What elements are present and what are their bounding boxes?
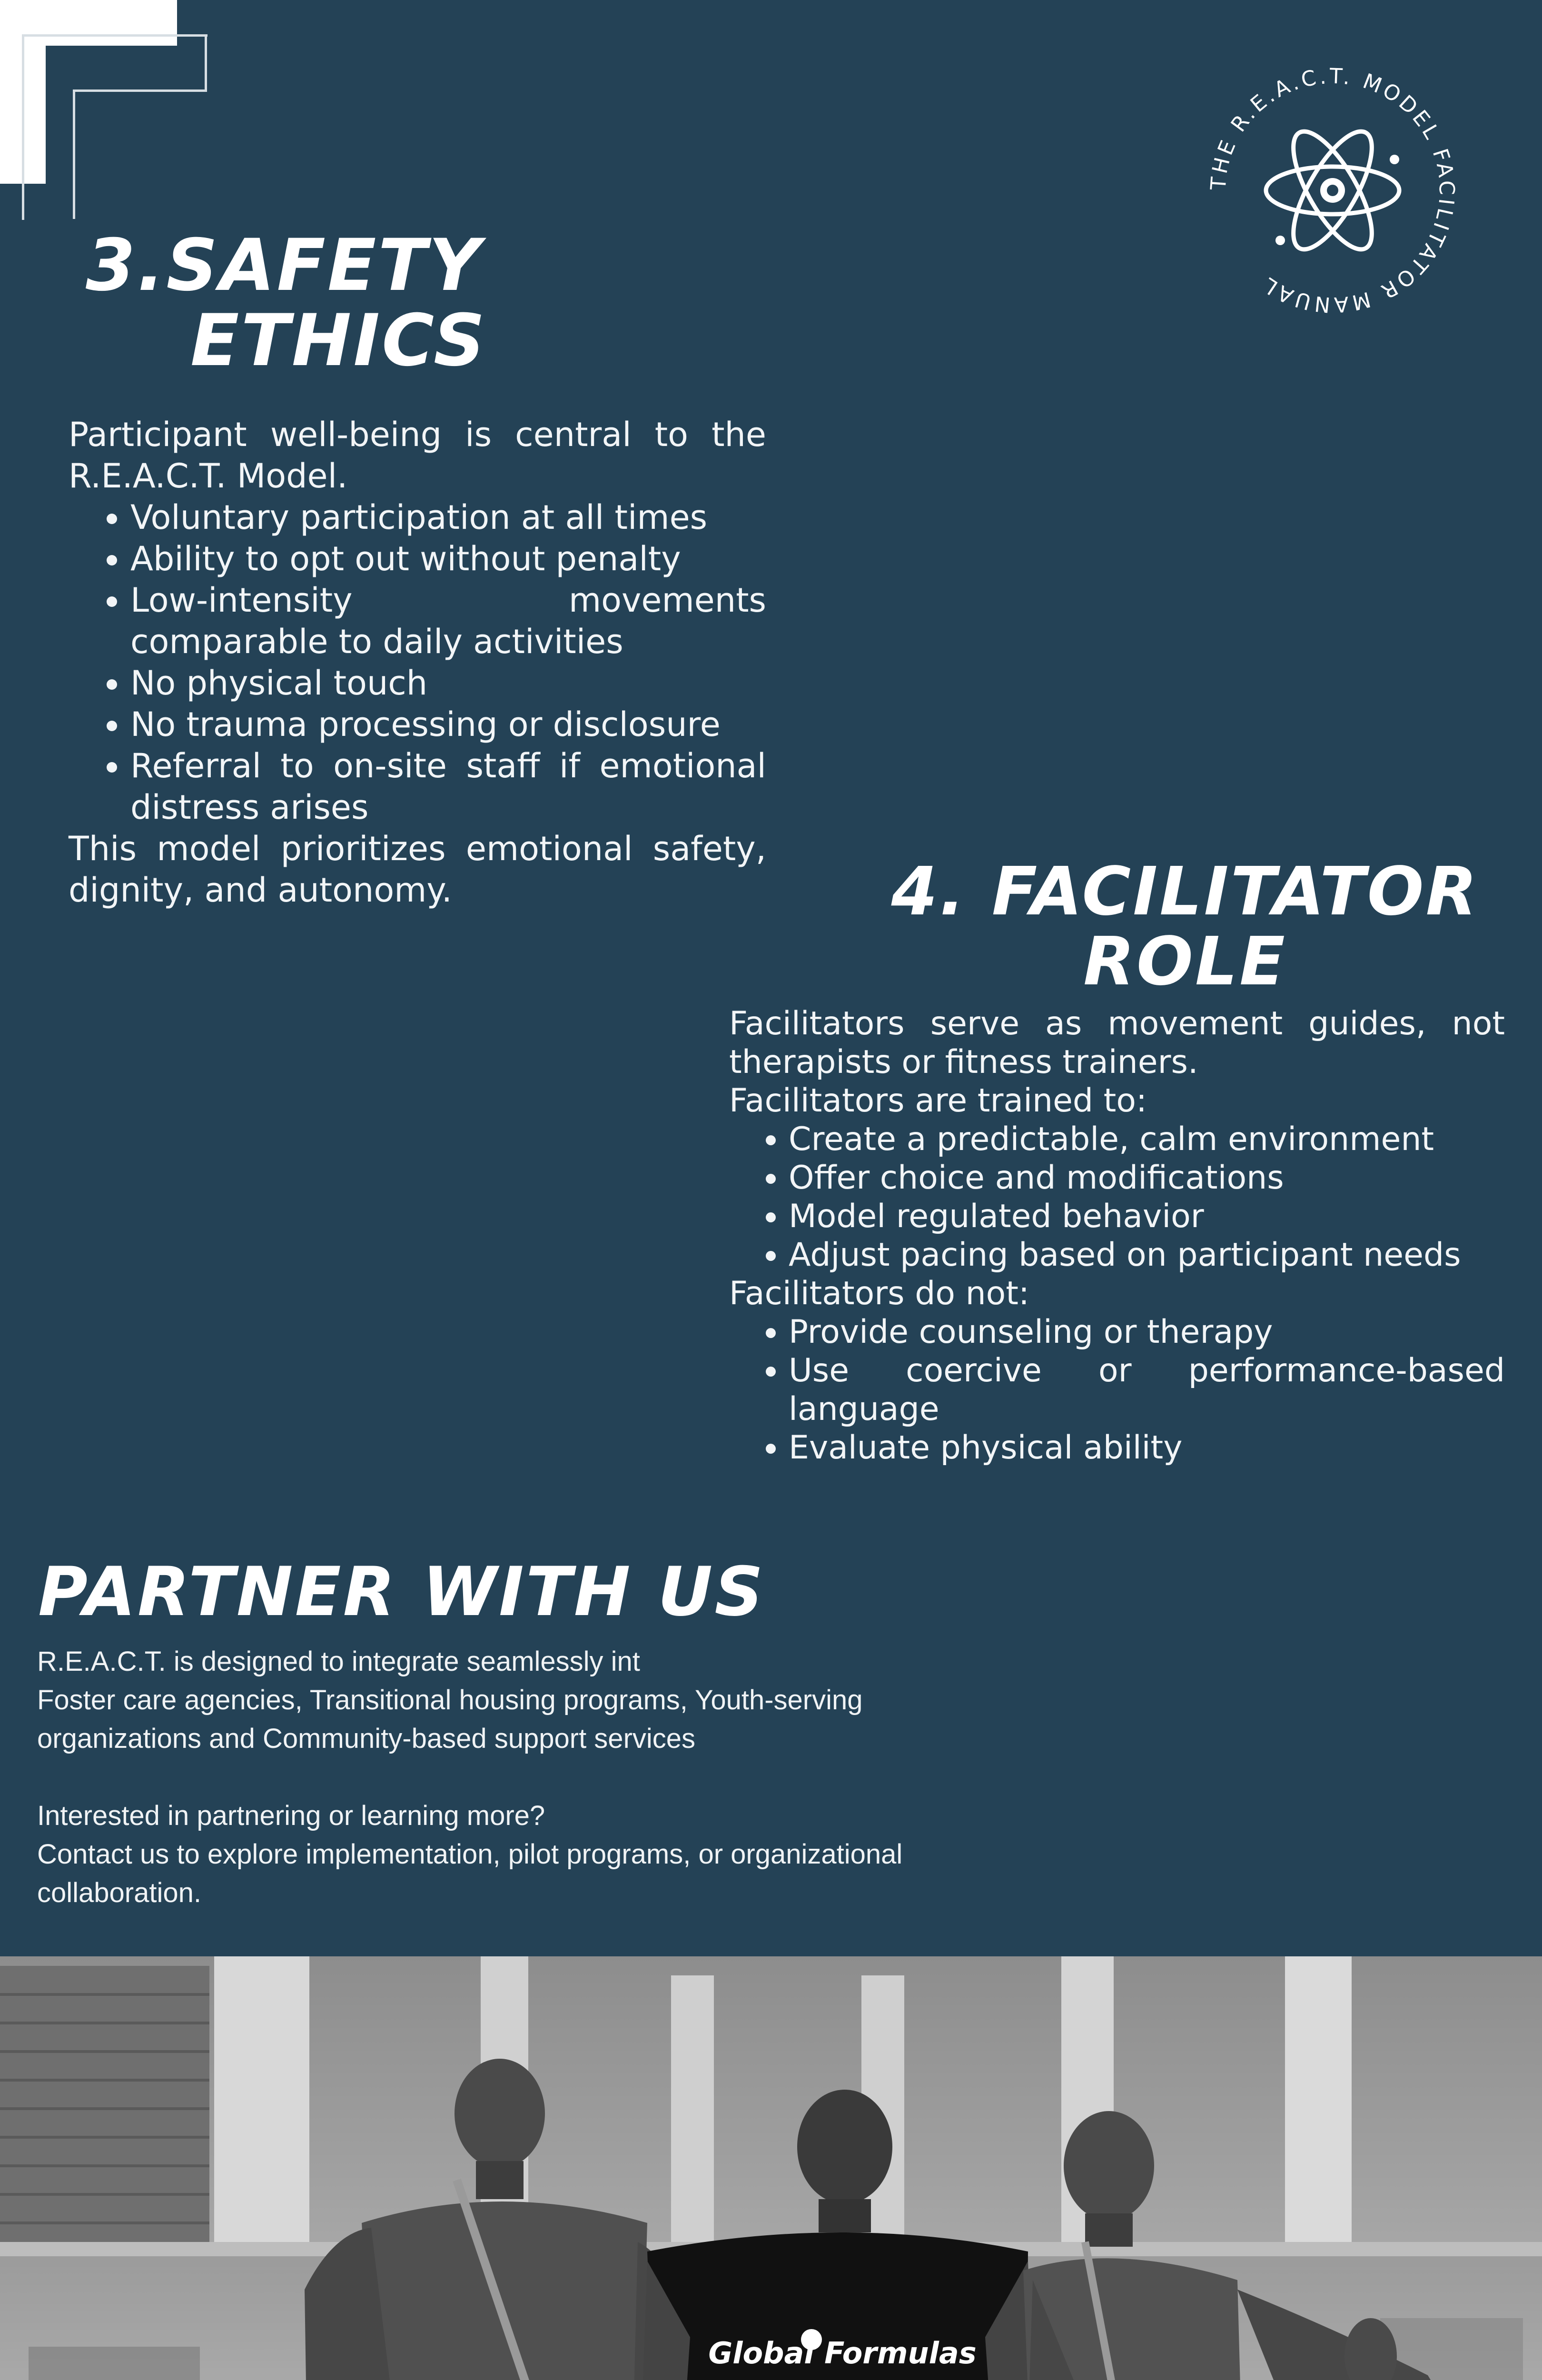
list-item: • Use coercive or performance-based language (789, 1351, 1505, 1428)
section-3-heading-line2: ETHICS (190, 299, 487, 382)
corner-accent-outline (22, 34, 208, 220)
list-item: • Adjust pacing based on participant needs (789, 1236, 1505, 1274)
section-3-heading-line1: 3.SAFETY (86, 224, 483, 307)
section-4-trained-list (729, 1120, 1505, 1274)
section-3-body (69, 414, 766, 911)
group-photo (0, 1956, 1542, 2380)
atom-seal-icon (1199, 57, 1466, 324)
list-item: • Provide counseling or therapy (789, 1313, 1505, 1351)
photo-illustration (0, 1956, 1542, 2380)
partner-heading: PARTNER WITH US (38, 1553, 765, 1631)
list-item: • Referral to on-site staff if emotional distress arises (130, 745, 766, 828)
list-item: • Voluntary participation at all times (130, 497, 766, 538)
list-item: • No physical touch (130, 663, 766, 704)
section-3-bullet-list (69, 497, 766, 828)
partner-body (37, 1642, 941, 1912)
list-item: • No trauma processing or disclosure (130, 704, 766, 745)
section-4-heading-line1: 4. FACILITATOR (891, 853, 1479, 931)
react-model-seal-logo (1199, 57, 1466, 324)
corner-accent-line (205, 34, 207, 91)
section-4-donot-list (729, 1313, 1505, 1467)
list-item: • Create a predictable, calm environment (789, 1120, 1505, 1159)
seal-ring-text: THE R.E.A.C.T. MODEL FACILITATOR MANUAL (1206, 64, 1459, 317)
list-item: • Model regulated behavior (789, 1197, 1505, 1236)
section-4-intro: Facilitators serve as movement guides, not therapists or fitness trainers. (729, 1005, 1505, 1081)
section-4-heading (857, 853, 1513, 1001)
shirt-logo-text: Global Formulas (708, 2336, 977, 2370)
section-3-intro: Participant well-being is central to the R.E.A.C.T. Model. (69, 415, 766, 496)
section-4-body (729, 1004, 1505, 1467)
partner-line: Interested in partnering or learning more? (37, 1800, 545, 1831)
list-item: • Low-intensity movements comparable to daily activities (130, 580, 766, 663)
section-3-closing: This model prioritizes emotional safety, dignity, and autonomy. (69, 829, 766, 910)
section-4-donot-label: Facilitators do not: (729, 1275, 1029, 1312)
list-item: • Evaluate physical ability (789, 1428, 1505, 1467)
partner-line: Foster care agencies, Transitional housing programs, Youth-serving organizations and Community-based support services (37, 1685, 863, 1754)
corner-accent-line (73, 89, 75, 219)
partner-line: R.E.A.C.T. is designed to integrate seamlessly int (37, 1646, 640, 1677)
section-4-heading-line2: ROLE (1083, 923, 1287, 1001)
partner-line: Contact us to explore implementation, pilot programs, or organizational collaboration. (37, 1839, 903, 1908)
list-item: • Offer choice and modifications (789, 1159, 1505, 1197)
list-item: • Ability to opt out without penalty (130, 538, 766, 580)
section-3-heading (86, 224, 609, 382)
corner-accent-line (73, 89, 207, 92)
section-4-trained-label: Facilitators are trained to: (729, 1082, 1147, 1120)
